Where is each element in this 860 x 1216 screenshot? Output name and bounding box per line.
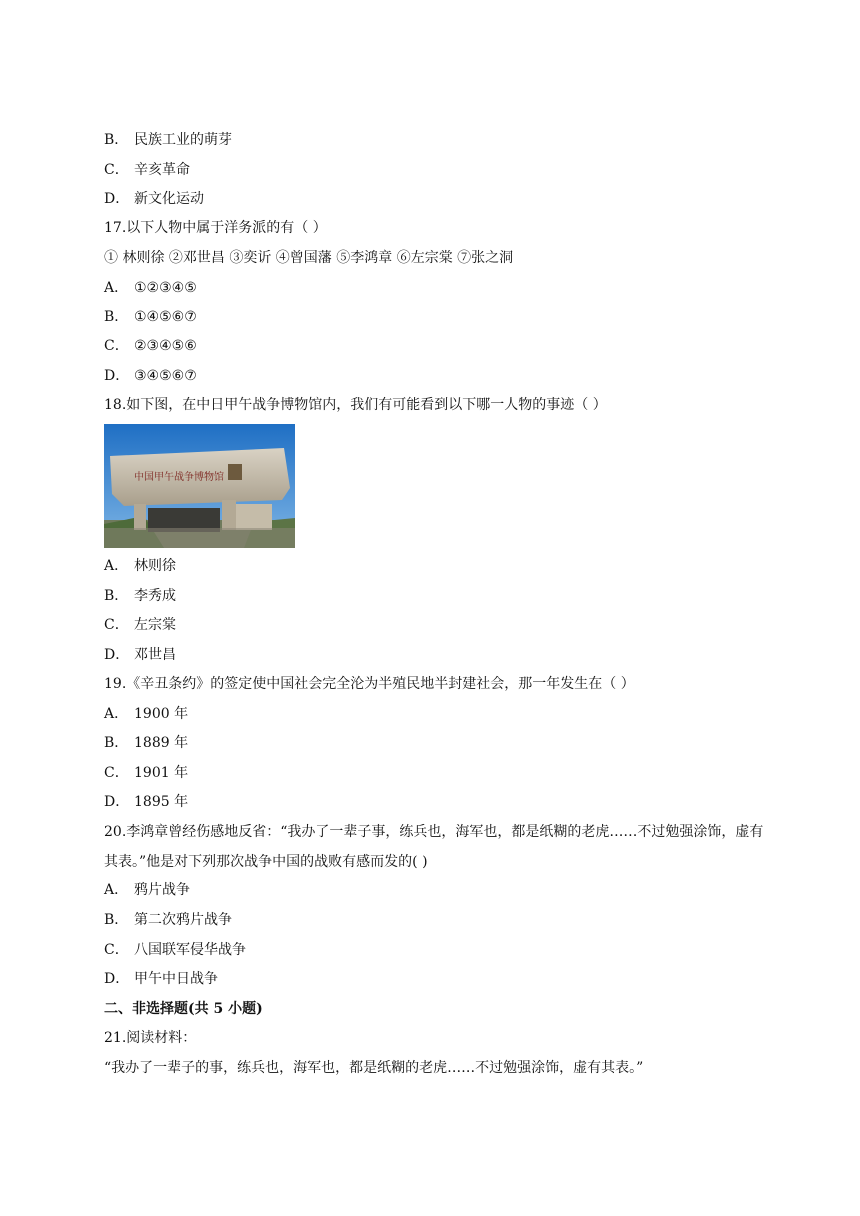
- museum-sign-text: 中国甲午战争博物馆: [134, 472, 224, 483]
- q19-option-c: [104, 763, 188, 783]
- option-text: 民族工业的萌芽: [134, 132, 232, 148]
- option-letter: D．: [104, 794, 130, 810]
- option-letter: C．: [104, 765, 129, 781]
- option-text: 新文化运动: [134, 191, 204, 207]
- section-heading: 二、非选择题(共 5 小题): [104, 1001, 263, 1017]
- q18-option-c: [104, 615, 176, 635]
- q20-stem: 20.李鸿章曾经伤感地反省：“我办了一辈子事，练兵也，海军也，都是纸糊的老虎……不过勉强涂饰，虚有其表。”他是对下列那次战争中国的战败有感而发的( ): [104, 824, 764, 870]
- q20-option-d: [104, 969, 218, 989]
- q20-option-c: [104, 940, 246, 960]
- q21-stem: 21.阅读材料：: [104, 1030, 197, 1046]
- option-text: 甲午中日战争: [134, 971, 218, 987]
- option-letter: B．: [104, 309, 129, 325]
- option-letter: B．: [104, 588, 129, 604]
- q18-option-b: [104, 586, 176, 606]
- option-text: 邓世昌: [134, 647, 176, 663]
- option-text: 林则徐: [134, 558, 176, 574]
- q17-option-d: [104, 366, 197, 386]
- option-text: 李秀成: [134, 588, 176, 604]
- option-text: 1901 年: [134, 765, 189, 781]
- q18-stem: 18.如下图，在中日甲午战争博物馆内，我们有可能看到以下哪一人物的事迹（ ）: [104, 397, 607, 413]
- option-letter: B．: [104, 735, 129, 751]
- option-letter: C．: [104, 617, 129, 633]
- option-text: 1895 年: [134, 794, 189, 810]
- option-text: 鸦片战争: [134, 882, 190, 898]
- option-text: 1900 年: [134, 706, 189, 722]
- q16-option-b: [104, 130, 232, 150]
- option-text: 左宗棠: [134, 617, 176, 633]
- q19-option-b: [104, 733, 188, 753]
- q21-quote: “我办了一辈子的事，练兵也，海军也，都是纸糊的老虎……不过勉强涂饰，虚有其表。”: [104, 1060, 644, 1076]
- q17-option-b: [104, 307, 197, 327]
- option-letter: C．: [104, 942, 129, 958]
- option-letter: A．: [104, 706, 129, 722]
- option-letter: C．: [104, 338, 129, 354]
- option-letter: A．: [104, 882, 129, 898]
- option-text: 1889 年: [134, 735, 189, 751]
- q17-option-c: [104, 336, 197, 356]
- museum-building-image: [104, 424, 295, 548]
- q19-option-a: [104, 704, 188, 724]
- option-text: ③④⑤⑥⑦: [134, 368, 197, 384]
- q17-option-a: [104, 278, 197, 298]
- museum-photo: [104, 424, 295, 548]
- option-text: 八国联军侵华战争: [134, 942, 246, 958]
- option-letter: C．: [104, 162, 129, 178]
- q16-option-c: [104, 160, 190, 180]
- option-letter: B．: [104, 912, 129, 928]
- q19-stem: 19.《辛丑条约》的签定使中国社会完全沦为半殖民地半封建社会，那一年发生在（ ）: [104, 676, 635, 692]
- option-text: 辛亥革命: [134, 162, 190, 178]
- q17-candidate-list: ① 林则徐 ②邓世昌 ③奕䜣 ④曾国藩 ⑤李鸿章 ⑥左宗棠 ⑦张之洞: [104, 250, 514, 266]
- q18-option-d: [104, 645, 176, 665]
- option-text: ①②③④⑤: [134, 280, 197, 296]
- option-text: ②③④⑤⑥: [134, 338, 197, 354]
- option-letter: D．: [104, 971, 130, 987]
- option-letter: A．: [104, 280, 129, 296]
- q16-option-d: [104, 189, 204, 209]
- q17-stem: 17.以下人物中属于洋务派的有（ ）: [104, 220, 327, 236]
- option-letter: A．: [104, 558, 129, 574]
- option-text: ①④⑤⑥⑦: [134, 309, 197, 325]
- option-text: 第二次鸦片战争: [134, 912, 232, 928]
- q19-option-d: [104, 792, 188, 812]
- option-letter: B．: [104, 132, 129, 148]
- q18-option-a: [104, 556, 176, 576]
- option-letter: D．: [104, 191, 130, 207]
- q20-option-b: [104, 910, 232, 930]
- option-letter: D．: [104, 368, 130, 384]
- q20-option-a: [104, 880, 190, 900]
- option-letter: D．: [104, 647, 130, 663]
